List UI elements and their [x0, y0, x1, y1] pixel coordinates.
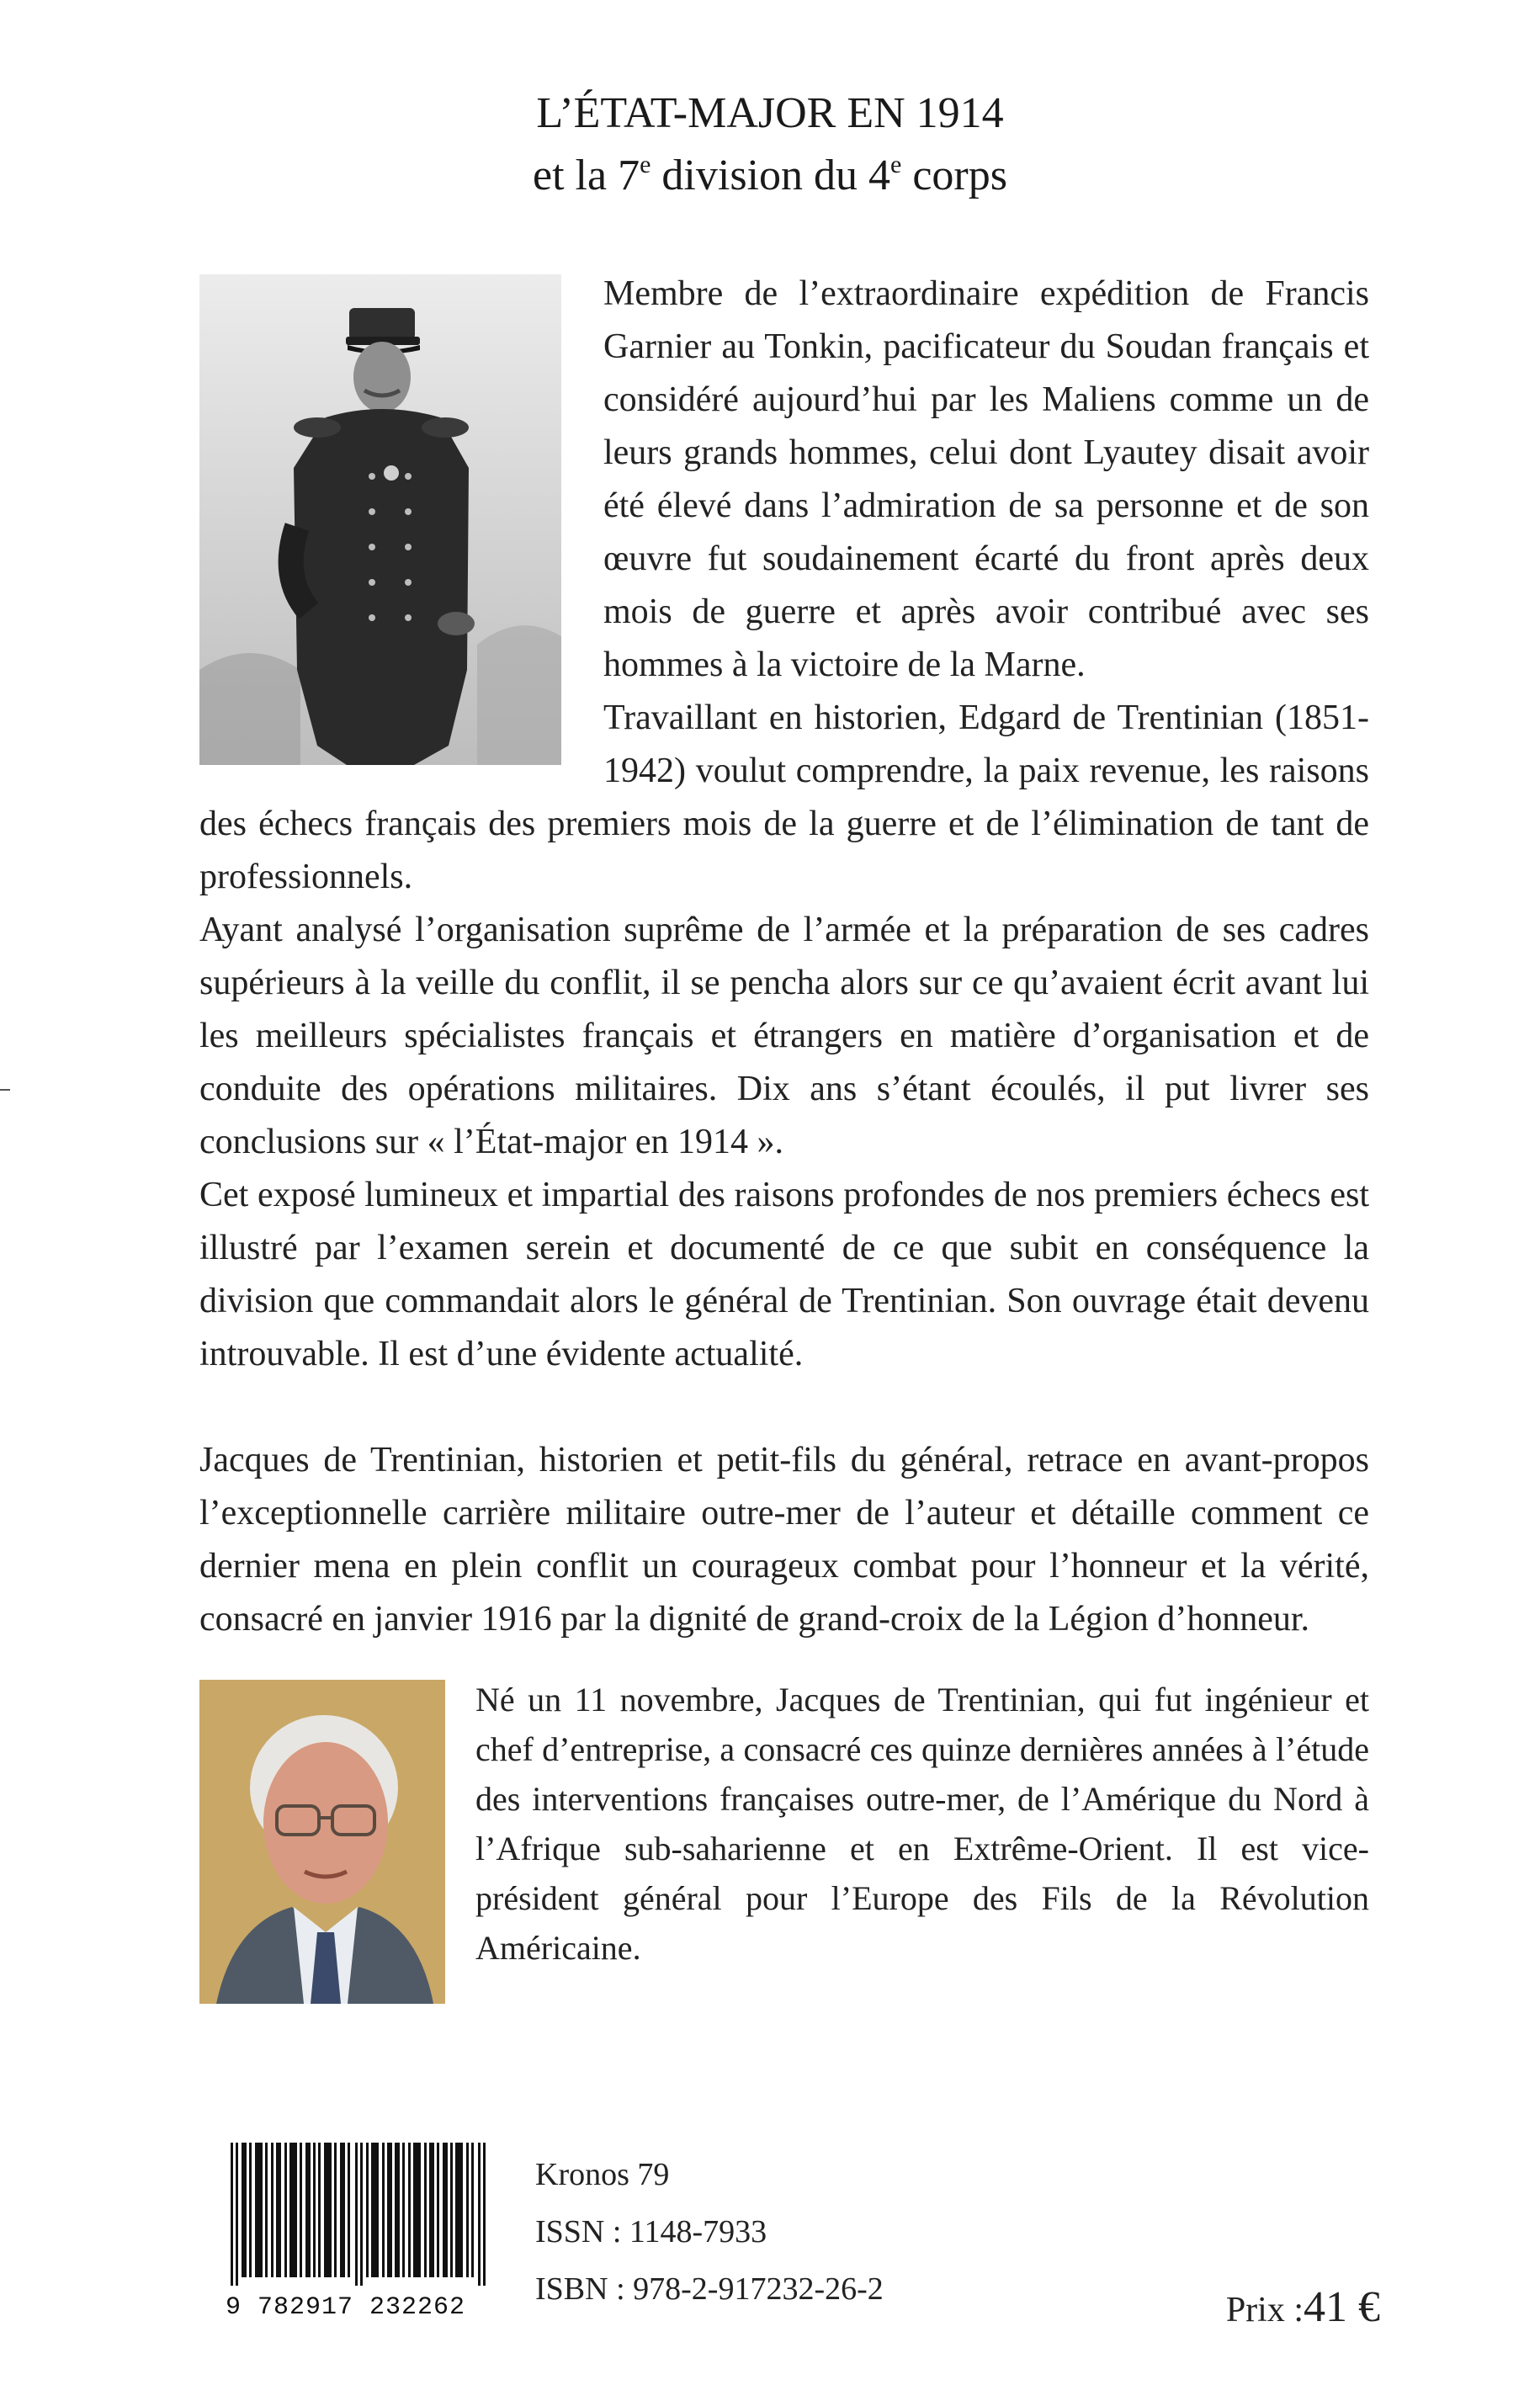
- isbn-barcode: [226, 2143, 495, 2286]
- issn-label: ISSN : 1148-7933: [535, 2214, 767, 2250]
- back-cover-blurb: [199, 268, 1369, 1646]
- price: [1226, 2282, 1380, 2332]
- title-line-2: et la 7e division du 4e corps: [533, 151, 1007, 199]
- price-label: Prix :: [1225, 2291, 1304, 2329]
- author-bio: [199, 1675, 1369, 2011]
- blurb-paragraph: Membre de l’extraordinaire expédition de Francis Garnier au Tonkin, pacificateur du Soudan français et considéré aujourd’hui par les Maliens comme un de leurs grands hommes, celui dont Lyautey disait avoir été élevé dans l’admiration de sa personne et de son œuvre fut soudainement écarté du front après deux mois de guerre et après avoir contribué avec ses hommes à la victoire de la Marne.: [603, 274, 1369, 684]
- blurb-paragraph: Ayant analysé l’organisation suprême de l’armée et la préparation de ses cadres supérieurs à la veille du conflit, il se pencha alors sur ce qu’avaient écrit avant lui les meilleurs spécialistes français et étrangers en matière d’organisation et de conduite des opérations militaires. Dix ans s’étant écoulés, il put livrer ses conclusions sur « l’État-major en 1914 ».: [199, 911, 1369, 1161]
- isbn-label: ISBN : 978-2-917232-26-2: [535, 2271, 884, 2307]
- edge-tick: [0, 1089, 10, 1091]
- portrait-wrap-spacer: [199, 268, 603, 794]
- blurb-paragraph: Travaillant en historien, Edgard de Trentinian (1851-1942) voulut comprendre, la paix revenue, les raisons des échecs français des premiers mois de la guerre et de l’élimination de tant de professionnels.: [199, 699, 1369, 896]
- author-bio-text: Né un 11 novembre, Jacques de Trentinian, qui fut ingénieur et chef d’entreprise, a consacré ces quinze dernières années à l’étude des interventions françaises outre-mer, de l’Amérique du Nord à l’Afrique sub-saharienne et en Extrême-Orient. Il est vice-président général pour l’Europe des Fils de la Révolution Américaine.: [475, 1681, 1369, 1967]
- series-label: Kronos 79: [535, 2157, 670, 2192]
- publication-info: [535, 2146, 884, 2318]
- blurb-paragraph: Cet exposé lumineux et impartial des raisons profondes de nos premiers échecs est illustré par l’examen serein et documenté de ce que subit en conséquence la division que commandait alors le général de Trentinian. Son ouvrage était devenu introuvable. Il est d’une évidente actualité.: [199, 1176, 1369, 1373]
- author-photo-wrap-spacer: [199, 1675, 475, 2011]
- title-line-1: L’ÉTAT-MAJOR EN 1914: [536, 89, 1004, 137]
- blurb-paragraph: Jacques de Trentinian, historien et petit-fils du général, retrace en avant-propos l’exceptionnelle carrière militaire outre-mer de l’auteur et détaille comment ce dernier mena en plein conflit un courageux combat pour l’honneur et la vérité, consacré en janvier 1916 par la dignité de grand-croix de la Légion d’honneur.: [199, 1441, 1369, 1639]
- price-amount: 41 €: [1304, 2283, 1380, 2331]
- barcode-digits: 9 782917 232262: [226, 2293, 466, 2322]
- book-title: [0, 82, 1540, 207]
